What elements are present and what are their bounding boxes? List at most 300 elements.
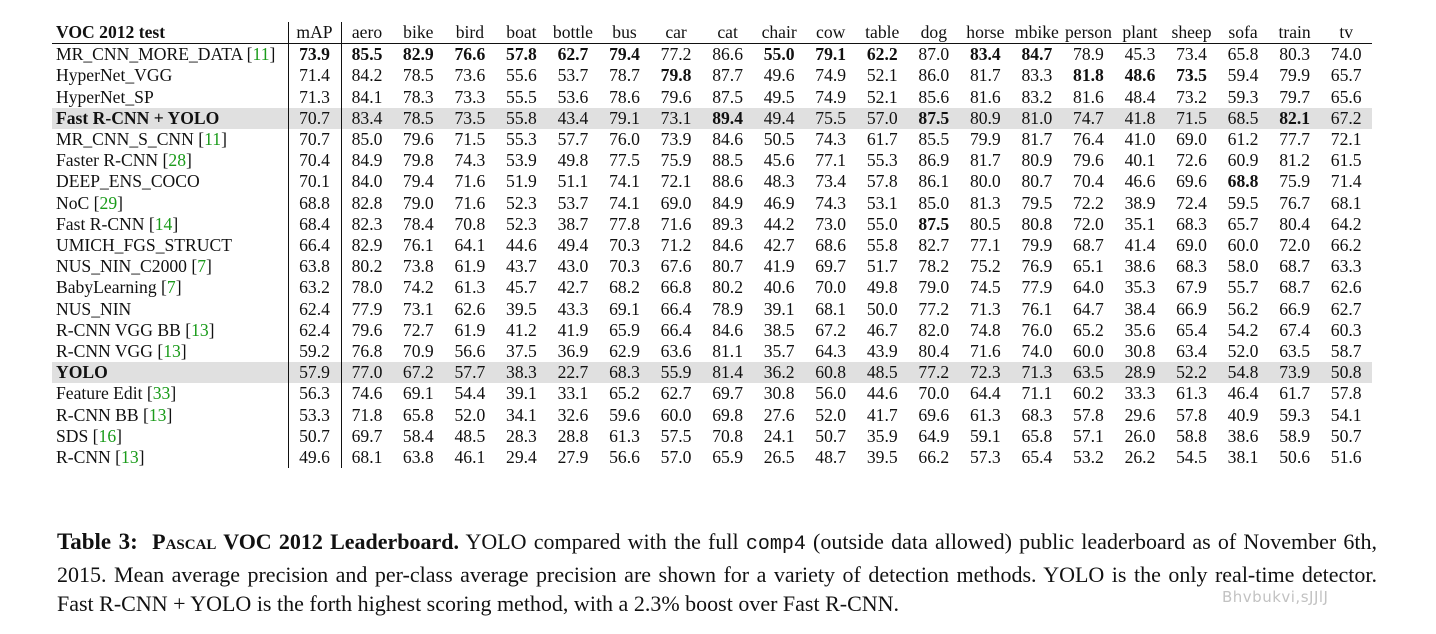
ap-value-cell: 42.7 [763,235,795,256]
ap-value-cell: 74.9 [815,86,847,107]
method-name-cell: NoC [29] [56,192,123,213]
method-name-cell: NUS_NIN_C2000 [7] [56,256,212,277]
ap-value-cell: 70.3 [609,256,640,277]
citation-link[interactable]: 29 [99,192,118,213]
ap-value-cell: 54.2 [1227,319,1259,340]
ap-value-cell: 44.6 [506,235,537,256]
ap-value-cell: 49.5 [763,86,795,107]
map-value-cell: 62.4 [288,299,341,320]
citation-link[interactable]: 11 [252,44,270,65]
caption-text-before-code: YOLO compared with the full [465,529,739,554]
map-value-cell: 70.4 [288,150,341,171]
map-value-cell: 68.4 [288,214,341,235]
ap-value-cell: 56.6 [609,447,640,468]
ap-value-cell: 79.8 [660,65,692,86]
ap-value-cell: 62.2 [866,44,898,65]
ap-value-cell: 80.9 [1021,150,1053,171]
ap-value-cell: 65.7 [1330,65,1362,86]
ap-value-cell: 78.3 [402,86,434,107]
map-value-cell: 50.7 [288,426,341,447]
ap-value-cell: 73.5 [1176,65,1207,86]
ap-value-cell: 77.5 [609,150,640,171]
method-name: NUS_NIN [56,298,132,319]
ap-value-cell: 57.8 [1176,404,1207,425]
ap-value-cell: 62.6 [1330,277,1362,298]
ap-value-cell: 53.9 [506,150,537,171]
ap-value-cell: 45.7 [506,277,537,298]
citation-link[interactable]: 13 [121,447,139,468]
citation-link[interactable]: 33 [152,383,171,404]
ap-value-cell: 55.7 [1227,277,1259,298]
ap-value-cell: 60.0 [1073,341,1104,362]
ap-value-cell: 59.1 [969,425,1001,446]
method-name-cell: Faster R-CNN [28] [56,150,192,171]
ap-value-cell: 77.8 [609,213,640,234]
method-name: R-CNN VGG [56,341,153,362]
ap-value-cell: 38.4 [1124,298,1156,319]
ap-value-cell: 48.5 [856,362,908,383]
ap-value-cell: 60.2 [1073,383,1104,404]
ap-value-cell: 56.2 [1227,298,1259,319]
ap-value-cell: 71.5 [454,129,486,150]
ap-value-cell: 77.9 [351,298,383,319]
ap-value-cell: 38.3 [496,362,548,383]
citation-link[interactable]: 13 [163,341,181,362]
ap-value-cell: 66.8 [660,277,692,298]
method-name: Feature Edit [56,383,143,404]
ap-value-cell: 79.1 [599,108,651,129]
ap-value-cell: 60.0 [660,404,692,425]
ap-value-cell: 50.7 [815,425,847,446]
ap-value-cell: 77.1 [969,235,1001,256]
ap-value-cell: 60.0 [1227,235,1259,256]
ap-value-cell: 82.1 [1269,108,1321,129]
column-header-aero: aero [341,22,393,44]
ap-value-cell: 55.3 [866,150,898,171]
ap-value-cell: 73.1 [650,108,702,129]
ap-value-cell: 68.1 [1330,192,1362,213]
ap-value-cell: 52.1 [866,65,898,86]
ap-value-cell: 86.6 [712,44,743,65]
ap-value-cell: 61.3 [454,277,486,298]
column-header-horse: horse [960,22,1012,44]
ap-value-cell: 40.1 [1124,150,1156,171]
ap-value-cell: 69.7 [712,383,743,404]
ap-value-cell: 75.5 [805,108,857,129]
ap-value-cell: 61.9 [454,256,486,277]
citation-link[interactable]: 28 [168,150,186,171]
ap-value-cell: 80.3 [1279,44,1311,65]
method-name-cell: R-CNN VGG BB [13] [56,319,215,340]
ap-value-cell: 74.3 [815,192,847,213]
ap-value-cell: 39.5 [866,447,898,468]
table-header-row [52,22,1372,44]
table-row [52,87,1372,108]
ap-value-cell: 40.6 [763,277,795,298]
ap-value-cell: 69.6 [918,404,950,425]
ap-value-cell: 66.2 [1330,235,1362,256]
ap-value-cell: 30.8 [763,383,795,404]
method-name-cell [52,299,288,320]
method-name: MR_CNN_S_CNN [56,129,194,150]
ap-value-cell: 60.8 [805,362,857,383]
ap-value-cell: 76.4 [1073,129,1104,150]
ap-value-cell: 65.6 [1330,86,1362,107]
ap-value-cell: 27.6 [763,404,795,425]
ap-value-cell: 69.8 [712,404,743,425]
citation-link[interactable]: 16 [98,425,117,446]
ap-value-cell: 73.0 [815,213,847,234]
column-header-bird: bird [444,22,496,44]
citation-link[interactable]: 13 [148,404,167,425]
ap-value-cell: 85.5 [351,44,383,65]
method-name: Fast R-CNN [56,213,145,234]
ap-value-cell: 45.6 [763,150,795,171]
table-row [52,65,1372,86]
ap-value-cell: 60.3 [1330,319,1362,340]
ap-value-cell: 48.7 [815,447,847,468]
ap-value-cell: 38.6 [1227,425,1259,446]
ap-value-cell: 61.3 [609,425,640,446]
ap-value-cell: 67.2 [1320,108,1372,129]
table-row [52,341,1372,362]
ap-value-cell: 84.6 [712,129,743,150]
ap-value-cell: 72.4 [1176,192,1207,213]
ap-value-cell: 77.2 [660,44,692,65]
watermark: Bhvbukvi,sJJlJ [1222,588,1329,606]
ap-value-cell: 70.8 [712,425,743,446]
ap-value-cell: 71.3 [1011,362,1063,383]
citation-link[interactable]: 11 [204,129,222,150]
ap-value-cell: 69.0 [660,192,692,213]
ap-value-cell: 68.3 [1176,213,1207,234]
ap-value-cell: 76.1 [402,235,434,256]
ap-value-cell: 55.3 [506,129,537,150]
ap-value-cell: 52.3 [506,213,537,234]
citation-link[interactable]: 14 [154,213,173,234]
ap-value-cell: 53.1 [866,192,898,213]
table-corner-label: VOC 2012 test [52,22,288,44]
column-header-sheep: sheep [1166,22,1218,44]
ap-value-cell: 84.0 [351,171,383,192]
ap-value-cell: 57.8 [506,44,537,65]
table-row [52,256,1372,277]
ap-value-cell: 72.7 [402,319,434,340]
ap-value-cell: 72.1 [660,171,692,192]
ap-value-cell: 74.0 [1330,44,1362,65]
column-header-bike: bike [393,22,445,44]
table-body [52,44,1372,469]
table-row [52,44,1372,66]
ap-value-cell: 76.1 [1021,298,1053,319]
ap-value-cell: 57.7 [444,362,496,383]
ap-value-cell: 67.2 [393,362,445,383]
ap-value-cell: 29.6 [1124,404,1156,425]
ap-value-cell: 54.5 [1176,447,1207,468]
ap-value-cell: 65.9 [609,319,640,340]
ap-value-cell: 80.5 [969,213,1001,234]
ap-value-cell: 68.3 [1021,404,1053,425]
ap-value-cell: 81.2 [1279,150,1311,171]
ap-value-cell: 70.8 [454,213,486,234]
ap-value-cell: 70.3 [609,235,640,256]
ap-value-cell: 41.9 [763,256,795,277]
map-value-cell: 70.7 [288,129,341,150]
ap-value-cell: 71.4 [1330,171,1362,192]
ap-value-cell: 62.6 [454,298,486,319]
table-row [52,362,1372,383]
ap-value-cell: 72.6 [1176,150,1207,171]
ap-value-cell: 41.0 [1124,129,1156,150]
caption-title-rest: VOC 2012 Leaderboard. [223,529,460,554]
ap-value-cell: 63.5 [1279,341,1311,362]
ap-value-cell: 74.1 [609,171,640,192]
ap-value-cell: 57.7 [557,129,589,150]
ap-value-cell: 75.9 [660,150,692,171]
ap-value-cell: 55.9 [650,362,702,383]
ap-value-cell: 74.3 [815,129,847,150]
method-name-cell [52,65,288,86]
ap-value-cell: 65.4 [1176,319,1207,340]
ap-value-cell: 54.1 [1330,404,1362,425]
ap-value-cell: 68.3 [1176,256,1207,277]
ap-value-cell: 81.8 [1073,65,1104,86]
ap-value-cell: 41.8 [1114,108,1166,129]
ap-value-cell: 65.8 [1021,425,1053,446]
table-row [52,320,1372,341]
ap-value-cell: 65.2 [1073,319,1104,340]
ap-value-cell: 52.0 [454,404,486,425]
ap-value-cell: 81.7 [969,65,1001,86]
method-name: NUS_NIN_C2000 [56,256,187,277]
table-caption [57,527,1377,619]
column-header-boat: boat [496,22,548,44]
ap-value-cell: 78.4 [402,213,434,234]
ap-value-cell: 26.5 [763,447,795,468]
ap-value-cell: 58.9 [1279,425,1311,446]
ap-value-cell: 72.3 [960,362,1012,383]
ap-value-cell: 62.9 [609,341,640,362]
table-row [52,383,1372,404]
ap-value-cell: 52.0 [815,404,847,425]
ap-value-cell: 35.1 [1124,213,1156,234]
ap-value-cell: 73.5 [444,108,496,129]
ap-value-cell: 78.9 [1073,44,1104,65]
ap-value-cell: 55.6 [506,65,537,86]
ap-value-cell: 61.5 [1330,150,1362,171]
column-header-table: table [856,22,908,44]
ap-value-cell: 58.8 [1176,425,1207,446]
column-header-plant: plant [1114,22,1166,44]
ap-value-cell: 59.3 [1227,86,1259,107]
method-name: R-CNN [56,447,111,468]
ap-value-cell: 55.0 [763,44,795,65]
ap-value-cell: 50.6 [1279,447,1311,468]
ap-value-cell: 67.4 [1279,319,1311,340]
ap-value-cell: 83.2 [1021,86,1053,107]
ap-value-cell: 55.8 [866,235,898,256]
ap-value-cell: 81.3 [969,192,1001,213]
method-name: HyperNet_VGG [56,65,173,86]
ap-value-cell: 80.9 [960,108,1012,129]
ap-value-cell: 39.5 [506,298,537,319]
ap-value-cell: 87.0 [918,44,950,65]
ap-value-cell: 84.6 [712,235,743,256]
ap-value-cell: 79.5 [1021,192,1053,213]
ap-value-cell: 85.6 [918,86,950,107]
ap-value-cell: 50.7 [1330,425,1362,446]
ap-value-cell: 51.9 [506,171,537,192]
ap-value-cell: 61.7 [1279,383,1311,404]
ap-value-cell: 74.0 [1021,341,1053,362]
ap-value-cell: 79.4 [609,44,640,65]
ap-value-cell: 43.9 [866,341,898,362]
ap-value-cell: 81.0 [1011,108,1063,129]
method-name: Faster R-CNN [56,150,159,171]
ap-value-cell: 69.0 [1176,129,1207,150]
ap-value-cell: 38.1 [1227,447,1259,468]
ap-value-cell: 74.5 [969,277,1001,298]
ap-value-cell: 80.0 [969,171,1001,192]
ap-value-cell: 63.3 [1330,256,1362,277]
ap-value-cell: 46.4 [1227,383,1259,404]
ap-value-cell: 63.5 [1063,362,1115,383]
ap-value-cell: 70.0 [815,277,847,298]
ap-value-cell: 78.0 [351,277,383,298]
ap-value-cell: 43.4 [547,108,599,129]
ap-value-cell: 48.6 [1124,65,1156,86]
ap-value-cell: 70.9 [402,341,434,362]
ap-value-cell: 38.5 [763,319,795,340]
ap-value-cell: 85.0 [918,192,950,213]
ap-value-cell: 50.5 [763,129,795,150]
ap-value-cell: 58.7 [1330,341,1362,362]
ap-value-cell: 77.2 [908,362,960,383]
column-header-dog: dog [908,22,960,44]
ap-value-cell: 68.2 [609,277,640,298]
map-value-cell: 63.2 [288,277,341,298]
caption-title-smallcaps: Pascal [152,529,217,554]
ap-value-cell: 66.2 [918,447,950,468]
ap-value-cell: 63.8 [402,447,434,468]
ap-value-cell: 43.7 [506,256,537,277]
ap-value-cell: 67.2 [815,319,847,340]
ap-value-cell: 66.4 [660,298,692,319]
ap-value-cell: 35.3 [1124,277,1156,298]
ap-value-cell: 57.1 [1073,425,1104,446]
ap-value-cell: 79.0 [402,192,434,213]
ap-value-cell: 73.4 [815,171,847,192]
map-value-cell: 56.3 [288,383,341,404]
ap-value-cell: 68.7 [1279,277,1311,298]
ap-value-cell: 69.1 [402,383,434,404]
method-name-cell [52,235,288,256]
ap-value-cell: 73.6 [454,65,486,86]
map-value-cell: 73.9 [288,44,341,66]
ap-value-cell: 52.2 [1166,362,1218,383]
ap-value-cell: 67.6 [660,256,692,277]
ap-value-cell: 68.1 [815,298,847,319]
citation-link[interactable]: 7 [166,277,176,298]
caption-label: Table 3: [57,529,138,554]
ap-value-cell: 78.9 [712,298,743,319]
ap-value-cell: 81.7 [969,150,1001,171]
ap-value-cell: 82.0 [918,319,950,340]
ap-value-cell: 77.0 [341,362,393,383]
citation-link[interactable]: 7 [197,256,207,277]
ap-value-cell: 82.7 [918,235,950,256]
ap-value-cell: 49.6 [763,65,795,86]
ap-value-cell: 46.6 [1124,171,1156,192]
table-row [52,235,1372,256]
map-value-cell: 59.2 [288,341,341,362]
ap-value-cell: 53.7 [557,192,589,213]
ap-value-cell: 77.9 [1021,277,1053,298]
ap-value-cell: 49.8 [866,277,898,298]
ap-value-cell: 58.4 [402,425,434,446]
ap-value-cell: 24.1 [763,425,795,446]
method-name: SDS [56,425,89,446]
ap-value-cell: 43.3 [557,298,589,319]
ap-value-cell: 41.2 [506,319,537,340]
ap-value-cell: 71.6 [454,171,486,192]
ap-value-cell: 73.9 [1269,362,1321,383]
ap-value-cell: 79.6 [351,319,383,340]
ap-value-cell: 83.4 [969,44,1001,65]
ap-value-cell: 84.1 [351,86,383,107]
ap-value-cell: 68.5 [1217,108,1269,129]
ap-value-cell: 74.2 [402,277,434,298]
ap-value-cell: 51.6 [1330,447,1362,468]
ap-value-cell: 81.6 [1073,86,1104,107]
map-value-cell: 49.6 [288,447,341,468]
method-name-cell [52,87,288,108]
ap-value-cell: 60.9 [1227,150,1259,171]
ap-value-cell: 56.6 [454,341,486,362]
ap-value-cell: 69.6 [1176,171,1207,192]
ap-value-cell: 64.0 [1073,277,1104,298]
ap-value-cell: 65.7 [1227,213,1259,234]
ap-value-cell: 79.4 [402,171,434,192]
ap-value-cell: 22.7 [547,362,599,383]
ap-value-cell: 56.0 [815,383,847,404]
table-row [52,426,1372,447]
citation-link[interactable]: 13 [191,319,209,340]
ap-value-cell: 61.7 [866,129,898,150]
table-row [52,193,1372,214]
ap-value-cell: 33.1 [557,383,589,404]
ap-value-cell: 59.6 [609,404,640,425]
ap-value-cell: 74.1 [609,192,640,213]
ap-value-cell: 69.7 [815,256,847,277]
ap-value-cell: 61.2 [1227,129,1259,150]
ap-value-cell: 64.2 [1330,213,1362,234]
ap-value-cell: 80.4 [1279,213,1311,234]
ap-value-cell: 46.7 [866,319,898,340]
ap-value-cell: 36.2 [753,362,805,383]
ap-value-cell: 62.7 [1330,298,1362,319]
ap-value-cell: 76.0 [1021,319,1053,340]
ap-value-cell: 86.0 [918,65,950,86]
ap-value-cell: 26.0 [1124,425,1156,446]
column-header-bus: bus [599,22,651,44]
ap-value-cell: 78.5 [402,65,434,86]
ap-value-cell: 35.9 [866,425,898,446]
ap-value-cell: 28.9 [1114,362,1166,383]
method-name-cell [52,362,288,383]
ap-value-cell: 34.1 [506,404,537,425]
ap-value-cell: 53.2 [1073,447,1104,468]
